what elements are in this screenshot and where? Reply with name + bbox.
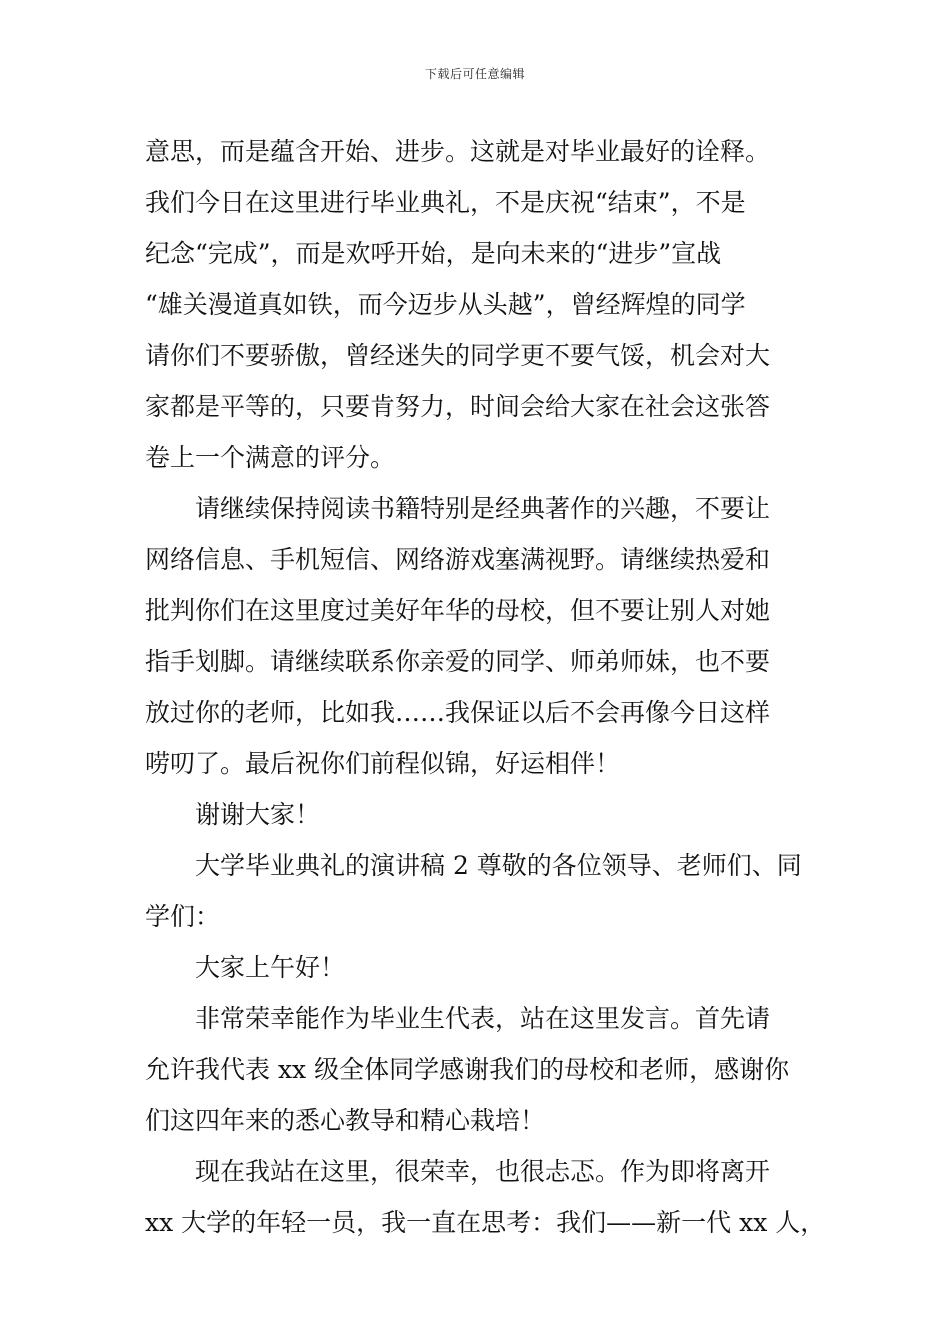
document-body	[145, 126, 826, 1248]
body-line: xx 大学的年轻一员，我一直在思考：我们——新一代 xx 人，	[145, 1208, 826, 1237]
body-line: 学们：	[145, 902, 221, 931]
body-line: 卷上一个满意的评分。	[145, 443, 396, 472]
body-line: “雄关漫道真如铁，而今迈步从头越”，曾经辉煌的同学	[145, 290, 746, 319]
body-line: 请你们不要骄傲，曾经迷失的同学更不要气馁，机会对大	[145, 341, 771, 370]
body-line: 网络信息、手机短信、网络游戏塞满视野。请继续热爱和	[145, 545, 771, 574]
body-line: 我们今日在这里进行毕业典礼，不是庆祝“结束”，不是	[145, 188, 746, 217]
body-line: 纪念“完成”，而是欢呼开始，是向未来的“进步”宣战	[145, 239, 722, 268]
body-line: 唠叨了。最后祝你们前程似锦，好运相伴！	[145, 749, 621, 778]
page-header: 下载后可任意编辑	[424, 67, 525, 81]
paragraph-start-line: 大家上午好！	[195, 953, 346, 982]
body-line: 们这四年来的悉心教导和精心栽培！	[145, 1106, 546, 1135]
body-line: 意思，而是蕴含开始、进步。这就是对毕业最好的诠释。	[145, 137, 771, 166]
body-line: 允许我代表 xx 级全体同学感谢我们的母校和老师，感谢你	[145, 1055, 790, 1084]
body-line: 放过你的老师，比如我……我保证以后不会再像今日这样	[145, 698, 771, 727]
paragraph-start-line: 请继续保持阅读书籍特别是经典著作的兴趣，不要让	[195, 494, 771, 523]
paragraph-start-line: 非常荣幸能作为毕业生代表，站在这里发言。首先请	[195, 1004, 771, 1033]
paragraph-start-line: 谢谢大家！	[195, 800, 321, 829]
paragraph-start-line: 现在我站在这里，很荣幸，也很忐忑。作为即将离开	[195, 1157, 771, 1186]
body-line: 家都是平等的，只要肯努力，时间会给大家在社会这张答	[145, 392, 771, 421]
body-line: 批判你们在这里度过美好年华的母校，但不要让别人对她	[145, 596, 771, 625]
paragraph-start-line: 大学毕业典礼的演讲稿 2 尊敬的各位领导、老师们、同	[195, 851, 802, 880]
body-line: 指手划脚。请继续联系你亲爱的同学、师弟师妹，也不要	[145, 647, 771, 676]
